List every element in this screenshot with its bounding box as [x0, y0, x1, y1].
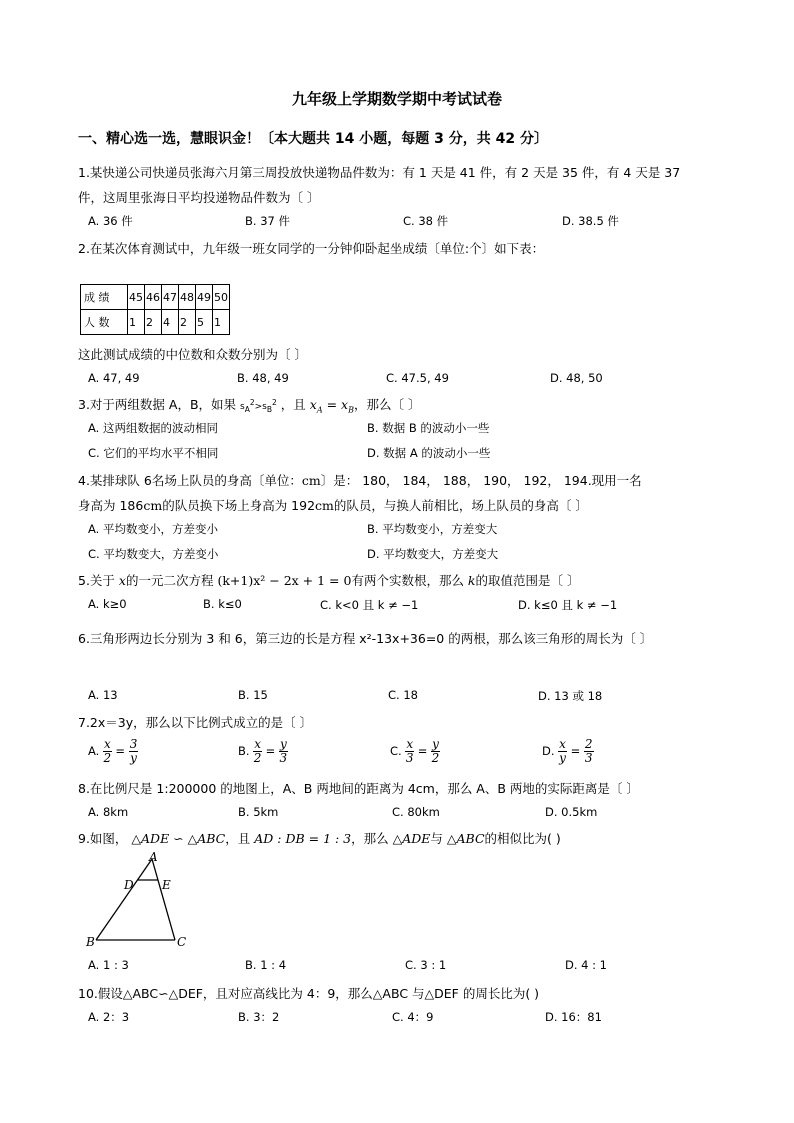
q8-option-b: B. 5km	[238, 805, 279, 819]
side-ac	[152, 859, 175, 940]
table-cell: 成 绩	[81, 285, 128, 310]
q6-option-b: B. 15	[238, 688, 268, 702]
q2-option-c: C. 47.5, 49	[386, 371, 449, 385]
q1-line1: 1.某快递公司快递员张海六月第三周投放快递物品件数为：有 1 天是 41 件，有 2 天是 35 件，有 4 天是 37	[78, 165, 681, 180]
table-row	[81, 310, 230, 335]
q9-text: 9.如图， △ADE ∽ △ABC，且 AD : DB = 1 : 3，那么 △ADE与 △ABC的相似比为( )	[78, 831, 561, 846]
table-cell: 2	[145, 310, 162, 335]
q5-option-b: B. k≤0	[203, 597, 242, 611]
q7-text: 7.2x＝3y，那么以下比例式成立的是〔 〕	[78, 715, 313, 730]
q4-option-d: D. 平均数变大，方差变大	[367, 547, 499, 561]
q9-option-c: C. 3 : 1	[405, 958, 447, 972]
table-cell: 5	[196, 310, 213, 335]
q4-line1: 4.某排球队 6名场上队员的身高〔单位：cm〕是： 180， 184， 188， 190， 192， 194.现用一名	[78, 473, 642, 488]
q10-option-b: B. 3：2	[238, 1010, 280, 1024]
q2-option-d: D. 48, 50	[550, 371, 603, 385]
section-heading: 一、精心选一选，慧眼识金！〔本大题共 14 小题，每题 3 分，共 42 分〕	[78, 131, 548, 147]
q3-option-d: D. 数据 A 的波动小一些	[367, 446, 491, 460]
q10-option-c: C. 4：9	[392, 1010, 434, 1024]
table-cell: 45	[128, 285, 145, 310]
q6-option-a: A. 13	[88, 688, 118, 702]
table-cell: 47	[162, 285, 179, 310]
table-cell: 1	[213, 310, 230, 335]
q8-option-c: C. 80km	[392, 805, 440, 819]
score-table	[80, 284, 230, 335]
label-e: E	[162, 878, 171, 892]
table-row	[81, 285, 230, 310]
q9-option-a: A. 1 : 3	[88, 958, 129, 972]
q1-option-b: B. 37 件	[245, 214, 290, 228]
q8-text: 8.在比例尺是 1:200000 的地图上，A、B 两地间的距离为 4cm，那么 A、B 两地的实际距离是〔 〕	[78, 781, 639, 796]
q10-option-a: A. 2：3	[88, 1010, 130, 1024]
q6-option-c: C. 18	[388, 688, 418, 702]
label-a: A	[149, 850, 158, 864]
q9-option-d: D. 4 : 1	[565, 958, 607, 972]
q6-option-d: D. 13 或 18	[538, 689, 603, 703]
label-c: C	[177, 935, 187, 949]
table-cell: 48	[179, 285, 196, 310]
table-cell: 49	[196, 285, 213, 310]
q2-option-a: A. 47, 49	[88, 371, 140, 385]
q5-option-a: A. k≥0	[88, 597, 127, 611]
label-b: B	[86, 935, 95, 949]
q3-option-c: C. 它们的平均水平不相同	[88, 446, 219, 460]
q8-option-a: A. 8km	[88, 805, 129, 819]
table-cell: 1	[128, 310, 145, 335]
q4-option-c: C. 平均数变大，方差变小	[88, 547, 219, 561]
q1-option-d: D. 38.5 件	[562, 214, 619, 228]
q7-option-b: B. $\frac{x}{2}$ = $\frac{y}{3}$	[238, 737, 288, 765]
q3-option-b: B. 数据 B 的波动小一些	[367, 421, 490, 435]
q6-text: 6.三角形两边长分别为 3 和 6，第三边的长是方程 x²-13x+36=0 的两根，那么该三角形的周长为〔 〕	[78, 631, 653, 646]
q7-option-a: A. $\frac{x}{2}$ = $\frac{3}{y}$	[88, 737, 138, 765]
q2-text: 2.在某次体育测试中，九年级一班女同学的一分钟仰卧起坐成绩〔单位:个〕如下表：	[78, 241, 545, 256]
q1-option-a: A. 36 件	[88, 214, 133, 228]
q7-option-c: C. $\frac{x}{3}$ = $\frac{y}{2}$	[390, 737, 440, 765]
q4-option-b: B. 平均数变小，方差变大	[367, 522, 498, 536]
q5-option-c: C. k<0 且 k ≠ −1	[320, 598, 419, 612]
q3-text: 3.对于两组数据 A，B，如果 $s_A^2>s_B^2$ ，且 $x_A = x_B$，那么〔 〕	[78, 397, 421, 415]
side-ab	[96, 859, 152, 940]
q7-option-d: D. $\frac{x}{y}$ = $\frac{2}{3}$	[542, 737, 593, 765]
q2-after: 这此测试成绩的中位数和众数分别为〔 〕	[78, 347, 307, 362]
label-d: D	[124, 878, 134, 892]
table-cell: 46	[145, 285, 162, 310]
table-cell: 50	[213, 285, 230, 310]
q8-option-d: D. 0.5km	[545, 805, 598, 819]
page-title: 九年级上学期数学期中考试试卷	[291, 90, 502, 108]
q5-option-d: D. k≤0 且 k ≠ −1	[518, 598, 618, 612]
table-cell: 人 数	[81, 310, 128, 335]
q5-text: 5.关于 x的一元二次方程 (k+1)x² − 2x + 1 = 0有两个实数根，那么 k的取值范围是〔 〕	[78, 573, 580, 588]
triangle-figure	[80, 848, 200, 952]
q3-option-a: A. 这两组数据的波动相同	[88, 421, 218, 435]
q4-line2: 身高为 186cm的队员换下场上身高为 192cm的队员，与换人前相比，场上队员的身高〔 〕	[78, 498, 588, 513]
q4-option-a: A. 平均数变小，方差变小	[88, 522, 218, 536]
q10-option-d: D. 16：81	[545, 1010, 602, 1024]
q9-option-b: B. 1 : 4	[245, 958, 287, 972]
q2-option-b: B. 48, 49	[237, 371, 289, 385]
table-cell: 2	[179, 310, 196, 335]
q1-option-c: C. 38 件	[403, 214, 449, 228]
q1-line2: 件，这周里张海日平均投递物品件数为〔 〕	[78, 190, 320, 205]
table-cell: 4	[162, 310, 179, 335]
q10-text: 10.假设△ABC∽△DEF，且对应高线比为 4：9，那么△ABC 与△DEF 的周长比为( )	[78, 986, 540, 1001]
